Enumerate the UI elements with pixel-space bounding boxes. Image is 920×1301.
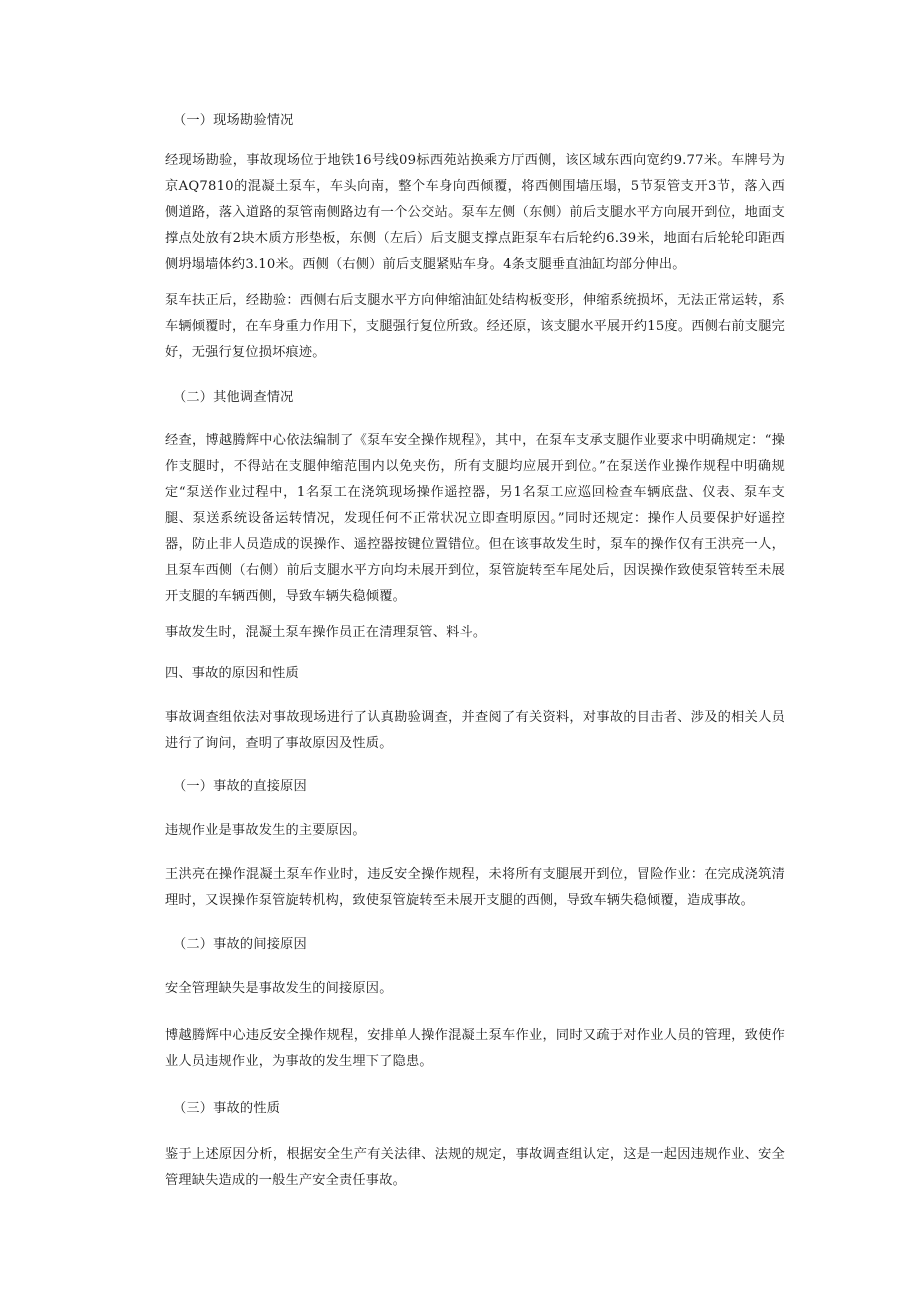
paragraph-investigation-summary: 事故调查组依法对事故现场进行了认真勘验调查，并查阅了有关资料，对事故的目击者、涉及的相关人员进行了询问，查明了事故原因及性质。 — [165, 710, 785, 751]
section-heading-causes-nature: 四、事故的原因和性质 — [165, 666, 299, 681]
section-heading-site-survey: （一）现场勘验情况 — [173, 113, 294, 128]
paragraph-indirect-cause-detail: 博越腾辉中心违反安全操作规程，安排单人操作混凝土泵车作业，同时又疏于对作业人员的管理，致使作业人员违规作业，为事故的发生埋下了隐患。 — [165, 1028, 785, 1069]
paragraph-accident-nature: 鉴于上述原因分析，根据安全生产有关法律、法规的规定，事故调查组认定，这是一起因违规作业、安全管理缺失造成的一般生产安全责任事故。 — [165, 1147, 785, 1188]
section-heading-direct-cause: （一）事故的直接原因 — [173, 779, 307, 794]
paragraph-operator-status: 事故发生时，混凝土泵车操作员正在清理泵管、料斗。 — [165, 625, 487, 640]
paragraph-operating-rules: 经查，博越腾辉中心依法编制了《泵车安全操作规程》，其中，在泵车支承支腿作业要求中明确规定：“操作支腿时，不得站在支腿伸缩范围内以免夹伤，所有支腿均应展开到位。”在泵送作业操作规程中明确规定“泵送作业过程中，1名泵工在浇筑现场操作遥控器，另1名泵工应巡回检查车辆底盘、仪表、泵车支腿、泵送系统设备运转情况，发现任何不正常状况立即查明原因。”同时还规定：操作人员要保护好遥控器，防止非人员造成的误操作、遥控器按键位置错位。但在该事故发生时，泵车的操作仅有王洪亮一人，且泵车西侧（右侧）前后支腿水平方向均未展开到位，泵管旋转至车尾处后，因误操作致使泵管转至未展开支腿的车辆西侧，导致车辆失稳倾覆。 — [165, 433, 785, 604]
section-heading-accident-nature: （三）事故的性质 — [173, 1101, 281, 1116]
paragraph-direct-cause-detail: 王洪亮在操作混凝土泵车作业时，违反安全操作规程，未将所有支腿展开到位，冒险作业：在完成浇筑清理时，又误操作泵管旋转机构，致使泵管旋转至未展开支腿的西侧，导致车辆失稳倾覆，造成事故。 — [165, 867, 785, 908]
paragraph-indirect-cause-summary: 安全管理缺失是事故发生的间接原因。 — [165, 981, 393, 996]
paragraph-pump-truck-inspection: 泵车扶正后，经勘验：西侧右后支腿水平方向伸缩油缸处结构板变形，伸缩系统损坏，无法正常运转，系车辆倾覆时，在车身重力作用下，支腿强行复位所致。经还原，该支腿水平展开约15度。西侧右前支腿完好，无强行复位损坏痕迹。 — [165, 293, 785, 360]
section-heading-other-investigation: （二）其他调查情况 — [173, 390, 294, 405]
paragraph-direct-cause-summary: 违规作业是事故发生的主要原因。 — [165, 823, 366, 838]
paragraph-site-survey: 经现场勘验，事故现场位于地铁16号线09标西苑站换乘方厅西侧，该区域东西向宽约9.77米。车牌号为京AQ7810的混凝土泵车，车头向南，整个车身向西倾覆，将西侧围墙压塌，5节泵管支开3节，落入西侧道路，落入道路的泵管南侧路边有一个公交站。泵车左侧（东侧）前后支腿水平方向展开到位，地面支撑点处放有2块木质方形垫板，东侧（左后）后支腿支撑点距泵车右后轮约6.39米，地面右后轮轮印距西侧坍塌墙体约3.10米。西侧（右侧）前后支腿紧贴车身。4条支腿垂直油缸均部分伸出。 — [165, 153, 785, 272]
section-heading-indirect-cause: （二）事故的间接原因 — [173, 937, 307, 952]
